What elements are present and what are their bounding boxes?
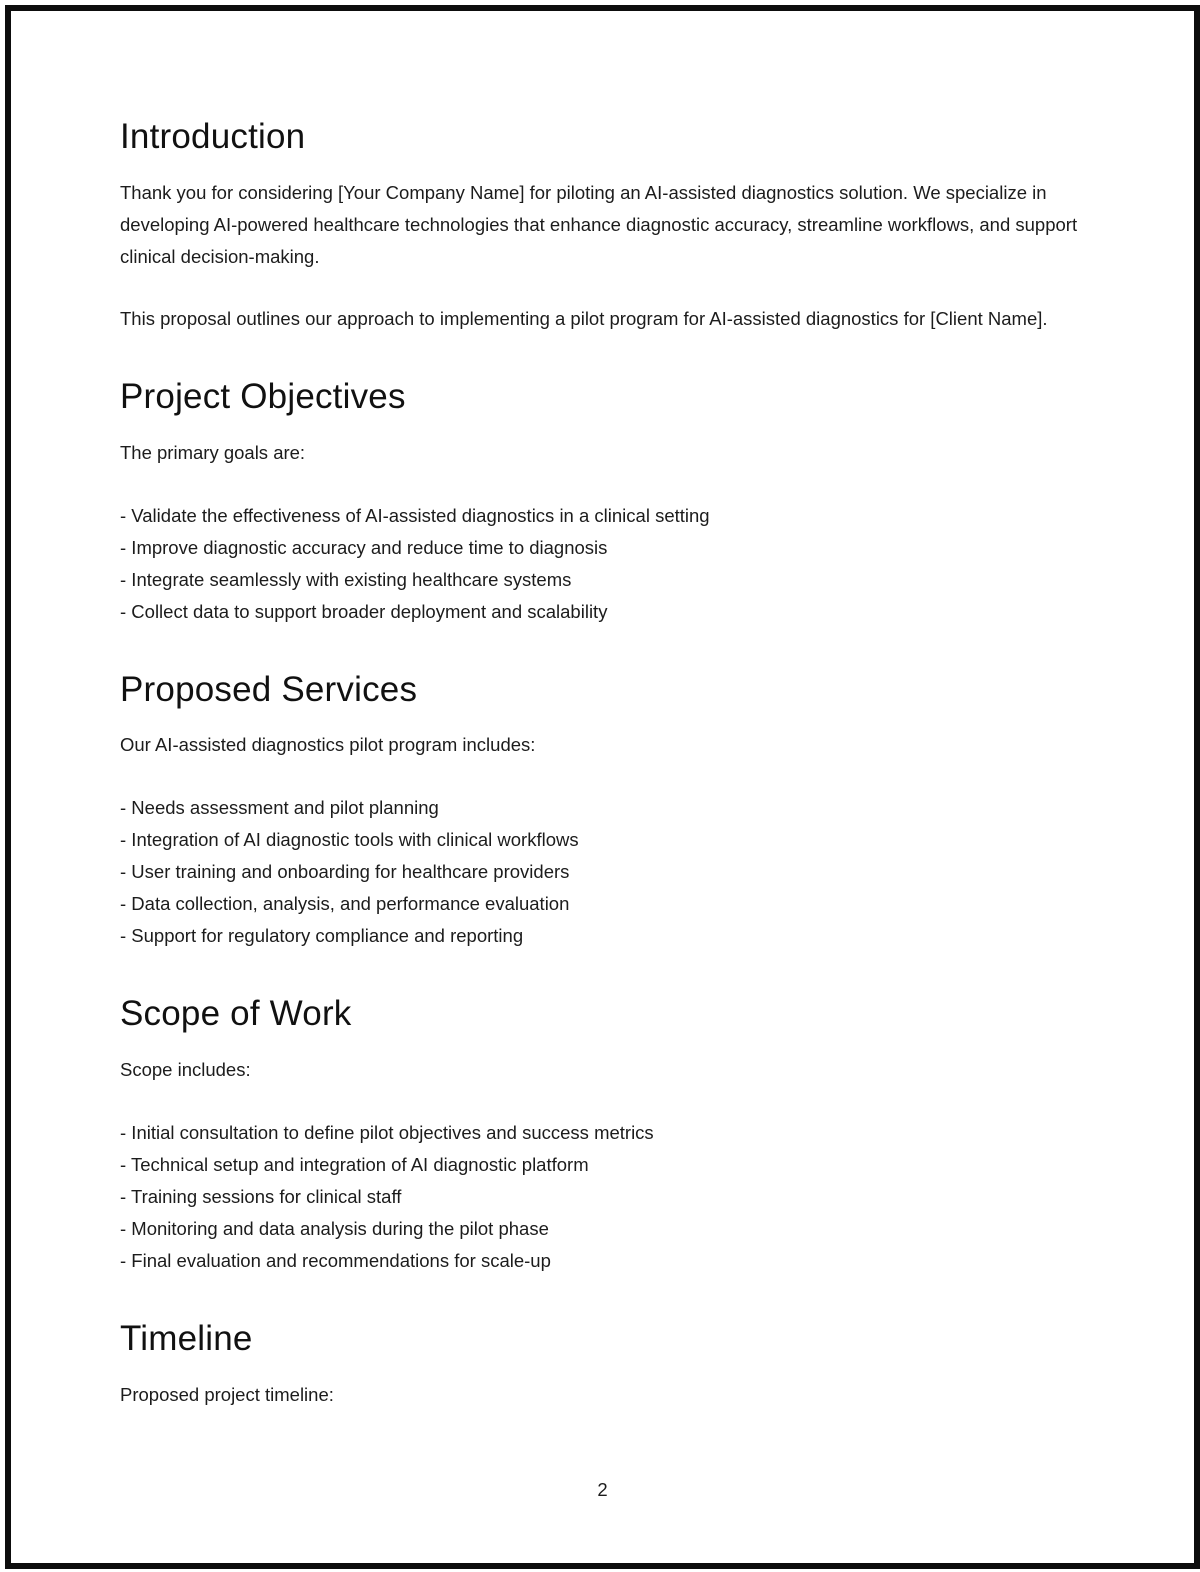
- section-heading-proposed-services: Proposed Services: [120, 669, 418, 709]
- services-list: [120, 792, 1084, 952]
- list-item: - User training and onboarding for healthcare providers: [120, 861, 570, 883]
- document-content: [11, 11, 1194, 1411]
- section-heading-scope-of-work: Scope of Work: [120, 994, 352, 1034]
- list-item: - Monitoring and data analysis during the pilot phase: [120, 1218, 549, 1239]
- paragraph: This proposal outlines our approach to implementing a pilot program for AI-assisted diagnostics for [Client Name].: [120, 307, 1048, 329]
- list-item: - Integration of AI diagnostic tools with clinical workflows: [120, 829, 579, 851]
- paragraph: Thank you for considering [Your Company Name] for piloting an AI-assisted diagnostics solution. We specialize in developing AI-powered healthcare technologies that enhance diagnostic accuracy, streamline workflows, and support clinical decision-making.: [120, 181, 1078, 267]
- paragraph: The primary goals are:: [120, 441, 306, 463]
- paragraph: Scope includes:: [120, 1059, 251, 1080]
- section-proposed-services: [120, 668, 1084, 953]
- list-item: - Improve diagnostic accuracy and reduce time to diagnosis: [120, 536, 608, 558]
- scope-list: [120, 1117, 1084, 1277]
- list-item: - Training sessions for clinical staff: [120, 1186, 402, 1207]
- section-scope-of-work: [120, 992, 1084, 1277]
- section-project-objectives: [120, 375, 1084, 628]
- objectives-list: [120, 500, 1084, 628]
- list-item: - Collect data to support broader deployment and scalability: [120, 600, 608, 622]
- list-item: - Final evaluation and recommendations for scale-up: [120, 1250, 551, 1271]
- section-timeline: [120, 1317, 1084, 1411]
- paragraph: Proposed project timeline:: [120, 1383, 334, 1405]
- list-item: - Integrate seamlessly with existing healthcare systems: [120, 568, 572, 590]
- section-heading-introduction: Introduction: [120, 117, 306, 156]
- list-item: - Data collection, analysis, and performance evaluation: [120, 893, 570, 915]
- paragraph: Our AI-assisted diagnostics pilot program includes:: [120, 734, 536, 756]
- list-item: - Technical setup and integration of AI diagnostic platform: [120, 1154, 589, 1175]
- page-number: 2: [597, 1479, 608, 1500]
- list-item: - Initial consultation to define pilot objectives and success metrics: [120, 1122, 654, 1143]
- document-page: [5, 5, 1200, 1569]
- list-item: - Support for regulatory compliance and reporting: [120, 925, 524, 947]
- section-heading-project-objectives: Project Objectives: [120, 376, 406, 416]
- list-item: - Needs assessment and pilot planning: [120, 797, 439, 819]
- section-heading-timeline: Timeline: [120, 1319, 253, 1358]
- section-introduction: [120, 115, 1084, 335]
- list-item: - Validate the effectiveness of AI-assisted diagnostics in a clinical setting: [120, 504, 710, 526]
- page-footer: [11, 1479, 1194, 1501]
